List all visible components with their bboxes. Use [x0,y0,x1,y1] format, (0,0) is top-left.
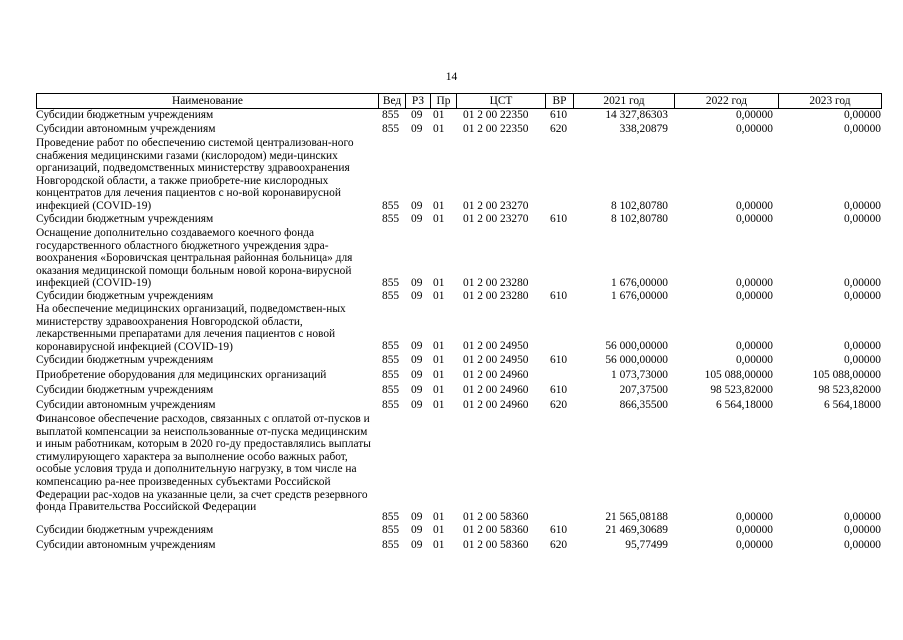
row-name: Финансовое обеспечение расходов, связанных с оплатой от-пусков и выплатой компенсации за неиспользованные от-пуска медицинским и иным работникам, которым в 2020 го-ду предоставлялись выплаты стимулирующего характера за выполнение особо важных работ, особые условия труда и дополнительную нагрузку, в том числе на компенсацию ра-нее произведенных субъектами Российской Федерации рас-ходов на указанные цели, за счет средств резервного фонда Правительства Российской Федерации [36,413,371,514]
row-2023: 0,00000 [843,354,881,366]
row-cst: 01 2 00 24950 [463,340,529,352]
row-name: Субсидии бюджетным учреждениям [36,109,214,121]
row-vr: 610 [550,290,568,302]
row-2021: 21 469,30689 [605,524,668,536]
row-name: Субсидии бюджетным учреждениям [36,354,214,366]
row-pr: 01 [433,290,445,302]
row-vr: 610 [550,109,568,121]
row-cst: 01 2 00 58360 [463,539,529,551]
row-pr: 01 [433,200,445,212]
row-pr: 01 [433,213,445,225]
row-2022: 0,00000 [735,290,773,302]
row-vr: 610 [550,213,568,225]
header-pr-cell [430,93,456,109]
row-pr: 01 [433,123,445,135]
row-pr: 01 [433,109,445,121]
row-cst: 01 2 00 22350 [463,123,529,135]
row-2023: 0,00000 [843,340,881,352]
page-number: 14 [445,71,458,83]
row-ved: 855 [382,524,400,536]
row-2021: 56 000,00000 [605,340,668,352]
row-name: Проведение работ по обеспечению системой централизован-ного снабжения медицинскими газами (кислородом) меди-цинских организаций, подведомственных министерству здравоохранения Новгородской области, а также приобрете-ние кислородных концентратов для лечения пациентов с но-вой коронавирусной инфекцией (COVID-19) [36,137,354,212]
row-rz: 09 [411,340,423,352]
header-2021: 2021 год [603,95,645,107]
row-2022: 105 088,00000 [704,369,773,381]
row-rz: 09 [411,539,423,551]
row-rz: 09 [411,277,423,289]
header-name-cell [36,93,378,109]
row-name: Субсидии бюджетным учреждениям [36,384,214,396]
row-ved: 855 [382,384,400,396]
row-ved: 855 [382,539,400,551]
row-2022: 0,00000 [735,277,773,289]
row-rz: 09 [411,109,423,121]
row-2021: 866,35500 [619,399,668,411]
row-vr: 610 [550,384,568,396]
row-2023: 0,00000 [843,109,881,121]
row-pr: 01 [433,539,445,551]
row-name: Субсидии бюджетным учреждениям [36,524,214,536]
row-2022: 0,00000 [735,200,773,212]
row-name: Субсидии бюджетным учреждениям [36,290,214,302]
row-2021: 1 676,00000 [611,290,668,302]
row-cst: 01 2 00 58360 [463,524,529,536]
row-2022: 0,00000 [735,511,773,523]
row-2023: 0,00000 [843,200,881,212]
row-ved: 855 [382,511,400,523]
row-2023: 6 564,18000 [824,399,881,411]
row-ved: 855 [382,123,400,135]
row-name: Субсидии автономным учреждениям [36,123,216,135]
row-2021: 1 073,73000 [611,369,668,381]
row-cst: 01 2 00 23280 [463,277,529,289]
row-pr: 01 [433,524,445,536]
header-2023-cell [778,93,882,109]
row-cst: 01 2 00 23270 [463,200,529,212]
row-2022: 98 523,82000 [710,384,773,396]
header-vr-cell [545,93,573,109]
row-name: На обеспечение медицинских организаций, подведомствен-ных министерству здравоохранения Новгородской области, лекарственными препаратами для лечения пациентов с новой коронавирусной инфекцией (COVID-19) [36,303,346,353]
row-vr: 620 [550,539,568,551]
row-2023: 0,00000 [843,511,881,523]
row-rz: 09 [411,384,423,396]
header-2021-cell [573,93,674,109]
row-2023: 0,00000 [843,277,881,289]
row-2022: 0,00000 [735,213,773,225]
header-ved: Вед [382,95,402,107]
header-pr: Пр [436,95,451,107]
row-2023: 0,00000 [843,290,881,302]
row-rz: 09 [411,213,423,225]
row-name: Субсидии бюджетным учреждениям [36,213,214,225]
row-pr: 01 [433,511,445,523]
row-cst: 01 2 00 58360 [463,511,529,523]
row-2023: 105 088,00000 [812,369,881,381]
row-2022: 6 564,18000 [716,399,773,411]
row-ved: 855 [382,277,400,289]
row-cst: 01 2 00 23280 [463,290,529,302]
row-pr: 01 [433,384,445,396]
row-name: Субсидии автономным учреждениям [36,539,216,551]
row-2022: 0,00000 [735,109,773,121]
row-rz: 09 [411,290,423,302]
row-2022: 0,00000 [735,354,773,366]
row-2021: 8 102,80780 [611,200,668,212]
row-vr: 610 [550,524,568,536]
row-rz: 09 [411,369,423,381]
row-2023: 0,00000 [843,123,881,135]
row-name: Оснащение дополнительно создаваемого коечного фонда государственного областного бюджетного учреждения здра-воохранения «Боровичская центральная районная больница» для оказания медицинской помощи больным новой корона-вирусной инфекцией (COVID-19) [36,227,353,290]
row-2022: 0,00000 [735,123,773,135]
row-rz: 09 [411,399,423,411]
header-2022: 2022 год [705,95,748,107]
row-ved: 855 [382,399,400,411]
row-2022: 0,00000 [735,524,773,536]
row-cst: 01 2 00 23270 [463,213,529,225]
header-rz-cell [405,93,430,109]
row-cst: 01 2 00 24960 [463,399,529,411]
row-ved: 855 [382,369,400,381]
row-rz: 09 [411,354,423,366]
row-vr: 610 [550,354,568,366]
header-vr: ВР [552,95,567,107]
row-rz: 09 [411,524,423,536]
row-ved: 855 [382,340,400,352]
row-pr: 01 [433,354,445,366]
row-ved: 855 [382,109,400,121]
row-pr: 01 [433,340,445,352]
row-ved: 855 [382,290,400,302]
header-2023: 2023 год [809,95,851,107]
row-2023: 98 523,82000 [818,384,881,396]
row-rz: 09 [411,123,423,135]
row-2021: 8 102,80780 [611,213,668,225]
row-2021: 95,77499 [625,539,668,551]
header-cst: ЦСТ [489,95,513,107]
row-2021: 338,20879 [619,123,668,135]
header-cst-cell [456,93,545,109]
row-cst: 01 2 00 22350 [463,109,529,121]
row-pr: 01 [433,277,445,289]
row-2021: 1 676,00000 [611,277,668,289]
row-2023: 0,00000 [843,213,881,225]
row-2021: 56 000,00000 [605,354,668,366]
row-2022: 0,00000 [735,340,773,352]
row-2023: 0,00000 [843,524,881,536]
row-rz: 09 [411,200,423,212]
row-vr: 620 [550,399,568,411]
row-cst: 01 2 00 24960 [463,384,529,396]
row-rz: 09 [411,511,423,523]
row-2021: 207,37500 [619,384,668,396]
header-rz: РЗ [411,95,425,107]
row-ved: 855 [382,200,400,212]
row-ved: 855 [382,213,400,225]
row-cst: 01 2 00 24960 [463,369,529,381]
row-cst: 01 2 00 24950 [463,354,529,366]
header-ved-cell [378,93,405,109]
row-name: Субсидии автономным учреждениям [36,399,216,411]
row-2021: 14 327,86303 [605,109,668,121]
header-2022-cell [674,93,778,109]
row-pr: 01 [433,369,445,381]
row-ved: 855 [382,354,400,366]
row-pr: 01 [433,399,445,411]
row-vr: 620 [550,123,568,135]
row-name: Приобретение оборудования для медицинских организаций [36,369,327,381]
row-2021: 21 565,08188 [605,511,668,523]
row-2023: 0,00000 [843,539,881,551]
row-2022: 0,00000 [735,539,773,551]
header-name: Наименование [172,95,243,107]
